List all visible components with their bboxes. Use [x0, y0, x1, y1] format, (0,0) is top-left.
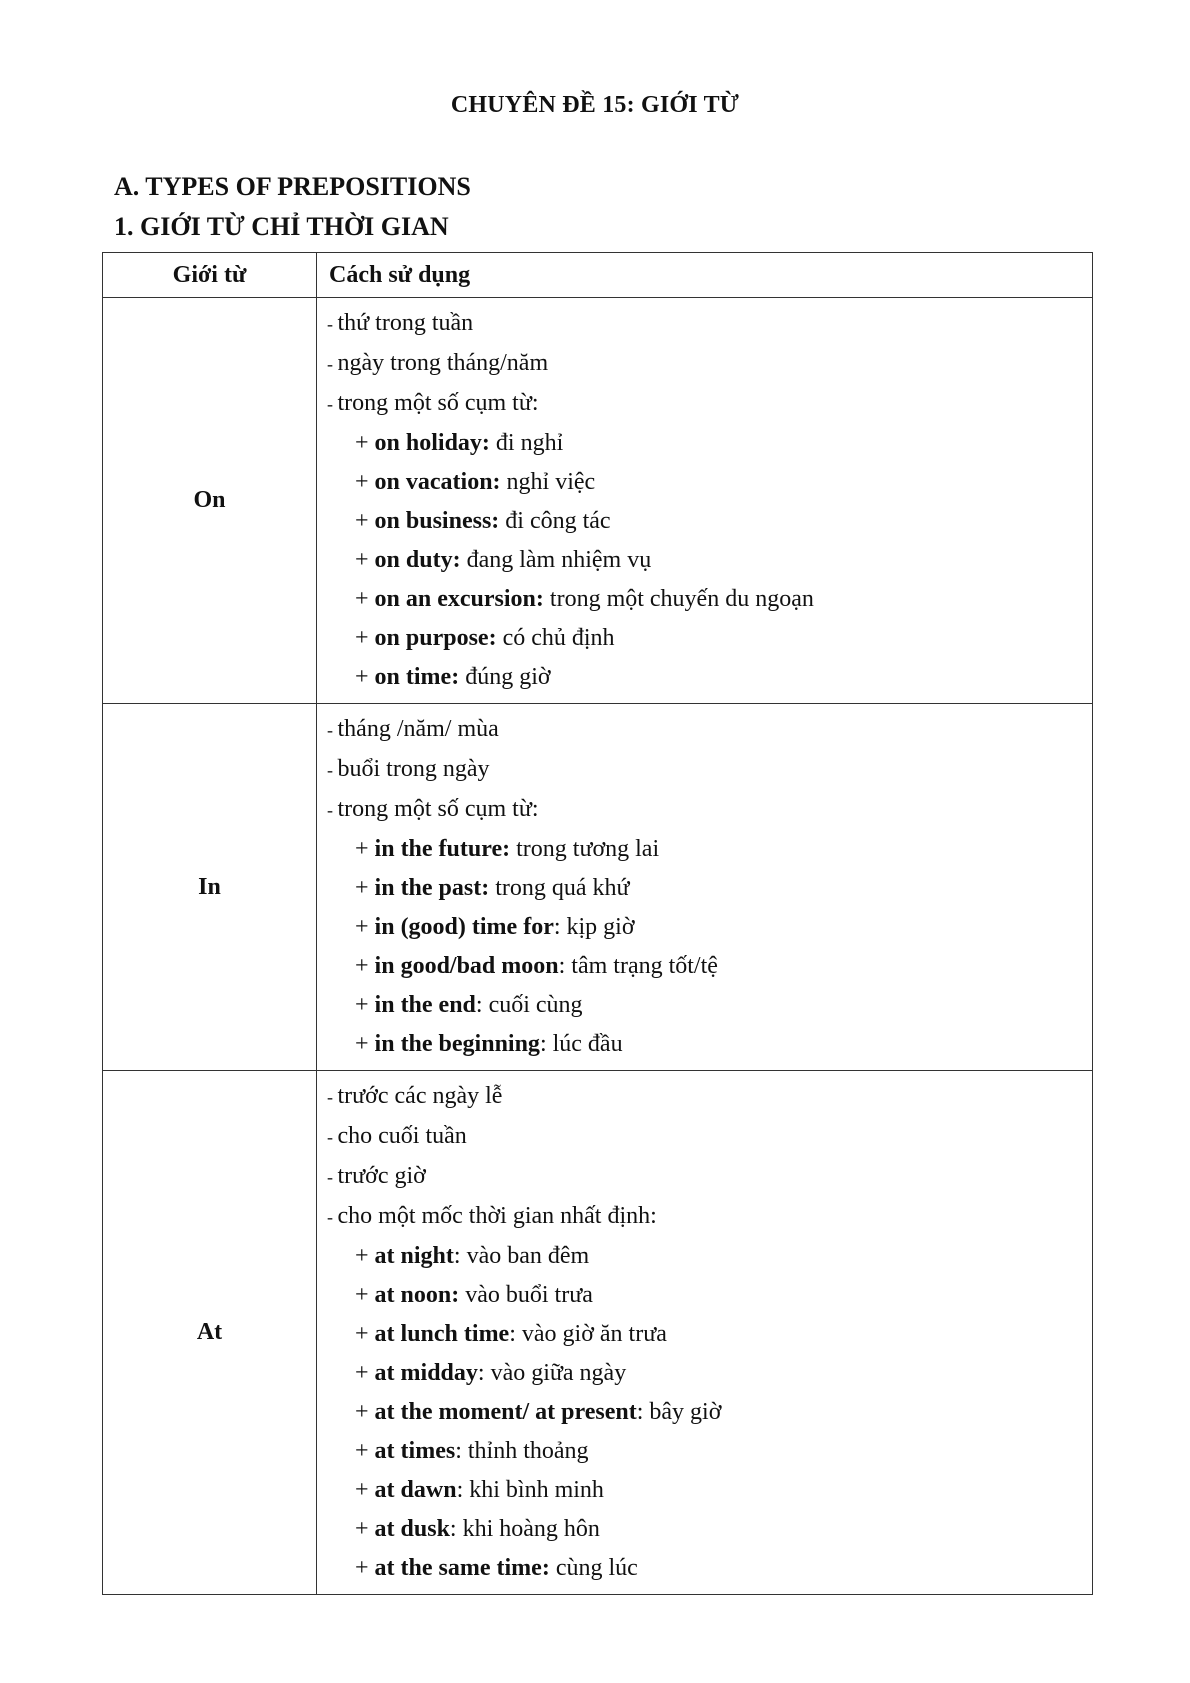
phrase-item: + at the moment/ at present: bây giờ — [355, 1399, 722, 1425]
phrase-meaning: : cuối cùng — [475, 992, 583, 1018]
usage-item: - cho một mốc thời gian nhất định: — [327, 1197, 1092, 1237]
phrase-meaning: : vào ban đêm — [453, 1243, 590, 1269]
usage-item: - trước giờ — [327, 1157, 1092, 1197]
phrase-item: + on duty: đang làm nhiệm vụ — [355, 547, 652, 573]
phrase-meaning: đi công tác — [499, 508, 611, 534]
preposition-cell-on: On — [103, 298, 317, 704]
phrase-meaning: có chủ định — [496, 625, 615, 651]
phrase-meaning: đúng giờ — [459, 664, 551, 690]
phrase-term: at lunch time — [374, 1321, 510, 1347]
phrase-item: + at lunch time: vào giờ ăn trưa — [355, 1321, 667, 1347]
phrase-term: in the past: — [374, 875, 490, 901]
table-row-at — [103, 1071, 1093, 1595]
phrase-item: + in the past: trong quá khứ — [355, 875, 630, 901]
preposition-cell-at: At — [103, 1071, 317, 1595]
phrase-meaning: : vào giữa ngày — [477, 1360, 627, 1386]
phrase-meaning: : vào giờ ăn trưa — [509, 1321, 667, 1347]
phrase-item: + at dawn: khi bình minh — [355, 1477, 604, 1503]
phrase-item: + in good/bad moon: tâm trạng tốt/tệ — [355, 953, 718, 979]
phrase-item: + in the end: cuối cùng — [355, 992, 583, 1018]
phrase-term: at noon: — [374, 1282, 460, 1308]
section-heading-types: A. TYPES OF PREPOSITIONS — [114, 172, 471, 201]
phrase-term: at the same time: — [374, 1555, 550, 1581]
usage-cell-on — [317, 298, 1093, 704]
phrase-item: + on vacation: nghỉ việc — [355, 469, 596, 495]
phrase-term: on time: — [374, 664, 460, 690]
usage-item: - cho cuối tuần — [327, 1117, 1092, 1157]
phrase-meaning: : khi hoàng hôn — [449, 1516, 600, 1542]
phrase-meaning: : bây giờ — [636, 1399, 722, 1425]
usage-cell-at — [317, 1071, 1093, 1595]
usage-item: - trước các ngày lễ — [327, 1077, 1092, 1117]
phrase-term: at midday — [374, 1360, 478, 1386]
phrase-term: on holiday: — [374, 430, 490, 456]
phrase-term: on an excursion: — [374, 586, 544, 612]
phrase-meaning: trong một chuyến du ngoạn — [543, 586, 814, 612]
phrase-term: in (good) time for — [374, 914, 554, 940]
phrase-item: + at the same time: cùng lúc — [355, 1555, 638, 1581]
usage-item: - tháng /năm/ mùa — [327, 710, 1092, 750]
phrase-item: + at midday: vào giữa ngày — [355, 1360, 627, 1386]
usage-item: - trong một số cụm từ: — [327, 790, 1092, 830]
document-title: CHUYÊN ĐỀ 15: GIỚI TỪ — [450, 92, 740, 118]
phrase-meaning: vào buổi trưa — [459, 1282, 593, 1308]
phrase-item: + on purpose: có chủ định — [355, 625, 615, 651]
phrase-meaning: trong quá khứ — [489, 875, 630, 901]
table-header-row — [103, 253, 1093, 298]
phrase-item: + in the future: trong tương lai — [355, 836, 660, 862]
usage-item: - buổi trong ngày — [327, 750, 1092, 790]
phrase-meaning: : khi bình minh — [456, 1477, 604, 1503]
phrase-item: + in the beginning: lúc đầu — [355, 1031, 623, 1057]
phrase-meaning: : kịp giờ — [553, 914, 635, 940]
phrase-item: + on holiday: đi nghỉ — [355, 430, 564, 456]
phrase-item: + at noon: vào buổi trưa — [355, 1282, 593, 1308]
phrase-item: + at dusk: khi hoàng hôn — [355, 1516, 600, 1542]
phrase-meaning: trong tương lai — [510, 836, 660, 862]
phrase-term: in the beginning — [374, 1031, 540, 1057]
phrase-term: on duty: — [374, 547, 461, 573]
phrase-term: at dusk — [374, 1516, 450, 1542]
phrase-meaning: : tâm trạng tốt/tệ — [558, 953, 718, 979]
preposition-cell-in: In — [103, 704, 317, 1071]
phrase-meaning: nghỉ việc — [500, 469, 596, 495]
section-heading-time-prepositions: 1. GIỚI TỪ CHỈ THỜI GIAN — [114, 212, 449, 241]
header-preposition: Giới từ — [103, 253, 317, 298]
phrase-item: + at night: vào ban đêm — [355, 1243, 590, 1269]
phrase-term: in good/bad moon — [374, 953, 559, 979]
phrase-term: on purpose: — [374, 625, 497, 651]
phrase-item: + on time: đúng giờ — [355, 664, 551, 690]
phrase-term: on vacation: — [374, 469, 501, 495]
phrase-term: in the end — [374, 992, 476, 1018]
phrase-item: + at times: thỉnh thoảng — [355, 1438, 589, 1464]
phrase-item: + on business: đi công tác — [355, 508, 611, 534]
usage-item: - trong một số cụm từ: — [327, 384, 1092, 424]
phrase-meaning: cùng lúc — [549, 1555, 638, 1581]
phrase-term: in the future: — [374, 836, 511, 862]
usage-item: - ngày trong tháng/năm — [327, 344, 1092, 384]
usage-item: - thứ trong tuần — [327, 304, 1092, 344]
phrase-term: at dawn — [374, 1477, 457, 1503]
phrase-term: on business: — [374, 508, 500, 534]
usage-cell-in — [317, 704, 1093, 1071]
phrase-term: at the moment/ at present — [374, 1399, 637, 1425]
phrase-meaning: đang làm nhiệm vụ — [460, 547, 652, 573]
phrase-meaning: : lúc đầu — [539, 1031, 623, 1057]
header-usage: Cách sử dụng — [317, 253, 1093, 298]
phrase-term: at night — [374, 1243, 454, 1269]
phrase-item: + on an excursion: trong một chuyến du ngoạn — [355, 586, 814, 612]
preposition-table — [102, 252, 1093, 1595]
phrase-term: at times — [374, 1438, 456, 1464]
phrase-meaning: đi nghỉ — [489, 430, 564, 456]
table-row-on — [103, 298, 1093, 704]
phrase-meaning: : thỉnh thoảng — [455, 1438, 589, 1464]
table-row-in — [103, 704, 1093, 1071]
phrase-item: + in (good) time for: kịp giờ — [355, 914, 635, 940]
